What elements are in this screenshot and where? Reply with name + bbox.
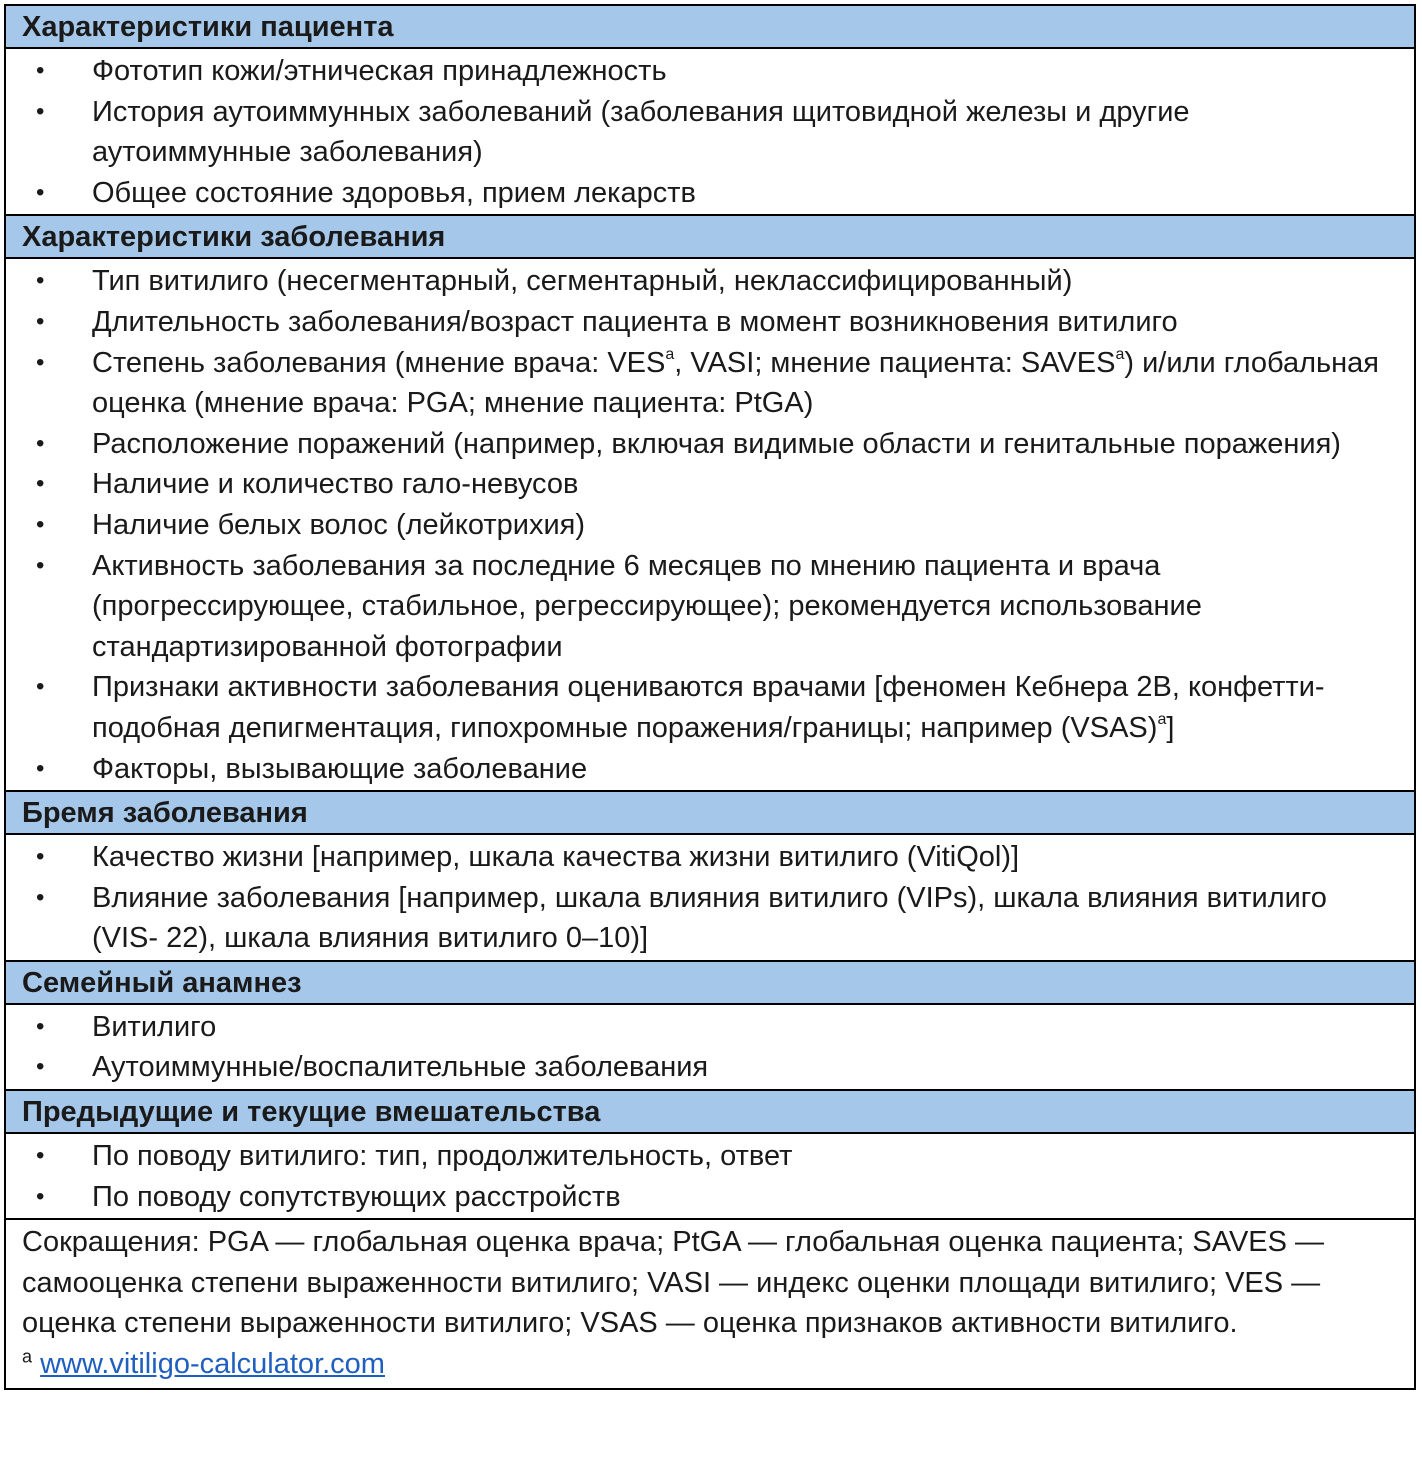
bullet-icon: • — [36, 1182, 45, 1210]
list-item — [6, 302, 1414, 343]
bullet-icon: • — [36, 1053, 45, 1081]
section-body — [6, 49, 1414, 216]
list-item — [6, 505, 1414, 546]
list-item-text: Расположение поражений (например, включая видимые области и генитальные поражения) — [92, 427, 1341, 460]
bullet-icon: • — [36, 307, 45, 335]
list-item-text: Фототип кожи/этническая принадлежность — [92, 55, 667, 87]
list-item-text — [92, 671, 1325, 744]
footnote-source — [22, 1344, 1396, 1385]
list-item-text: Наличие и количество гало-невусов — [92, 468, 579, 501]
bullet-icon: • — [36, 843, 45, 871]
section-header: Характеристики пациента — [6, 6, 1414, 49]
list-item — [6, 343, 1414, 424]
bullet-icon: • — [36, 178, 45, 206]
list-item — [6, 1136, 1414, 1177]
text-fragment: Степень заболевания (мнение врача: VES — [92, 346, 666, 379]
list-item — [6, 1047, 1414, 1088]
bullet-icon: • — [36, 429, 45, 457]
list-item — [6, 464, 1414, 505]
list-item-text: Наличие белых волос (лейкотрихия) — [92, 508, 586, 541]
footnote-superscript: a — [665, 345, 675, 363]
assessment-table — [4, 4, 1416, 1390]
bullet-icon: • — [36, 267, 45, 295]
list-item — [6, 1177, 1414, 1218]
list-item — [6, 173, 1414, 214]
list-item — [6, 92, 1414, 173]
list-item — [6, 261, 1414, 302]
list-item — [6, 1007, 1414, 1048]
list-item — [6, 749, 1414, 790]
text-fragment: , VASI; мнение пациента: SAVES — [674, 346, 1116, 379]
footnote-superscript: a — [1115, 345, 1125, 363]
bullet-icon: • — [36, 673, 45, 701]
section-header: Характеристики заболевания — [6, 216, 1414, 259]
section-header: Бремя заболевания — [6, 792, 1414, 835]
bullet-icon: • — [36, 57, 45, 84]
list-item — [6, 667, 1414, 748]
list-item-text: Аутоиммунные/воспалительные заболевания — [92, 1051, 709, 1084]
list-item — [6, 878, 1414, 959]
list-item-text — [92, 347, 1379, 420]
list-item-text: Тип витилиго (несегментарный, сегментарный, неклассифицированный) — [92, 265, 1073, 298]
section-header: Семейный анамнез — [6, 962, 1414, 1005]
section-body — [6, 835, 1414, 962]
section-header: Предыдущие и текущие вмешательства — [6, 1091, 1414, 1134]
bullet-icon: • — [36, 883, 45, 911]
text-fragment: ] — [1166, 711, 1175, 744]
bullet-icon: • — [36, 97, 45, 125]
list-item-text: Длительность заболевания/возраст пациента в момент возникновения витилиго — [92, 305, 1178, 338]
section-body — [6, 1005, 1414, 1091]
list-item-text: По поводу витилиго: тип, продолжительность, ответ — [92, 1140, 793, 1173]
bullet-icon: • — [36, 1142, 45, 1170]
text-fragment: ) и/или глобальная оценка (мнение врача: PGA; мнение пациента: PtGA) — [92, 346, 1379, 420]
footnote-mark: a — [22, 1346, 33, 1367]
bullet-icon: • — [36, 754, 45, 782]
list-item-text: Влияние заболевания [например, шкала влияния витилиго (VIPs), шкала влияния витилиго (VIS- 22), шкала влияния витилиго 0–10)] — [92, 881, 1327, 955]
list-item — [6, 546, 1414, 668]
text-fragment: Признаки активности заболевания оцениваются врачами [феномен Кебнера 2B, конфетти-подобная депигментация, гипохромные поражения/границы; например (VSAS) — [92, 671, 1325, 744]
sections-container — [6, 6, 1414, 1220]
list-item-text: Витилиго — [92, 1010, 217, 1043]
list-item — [6, 424, 1414, 465]
list-item-text: Общее состояние здоровья, прием лекарств — [92, 176, 696, 209]
section-body — [6, 259, 1414, 792]
bullet-icon: • — [36, 348, 45, 376]
list-item — [6, 51, 1414, 92]
list-item-text: Качество жизни [например, шкала качества жизни витилиго (VitiQol)] — [92, 841, 1020, 874]
section-body — [6, 1134, 1414, 1220]
bullet-icon: • — [36, 470, 45, 498]
footnote-superscript: a — [1157, 711, 1167, 729]
list-item — [6, 837, 1414, 878]
list-item-text: По поводу сопутствующих расстройств — [92, 1180, 621, 1213]
bullet-icon: • — [36, 1012, 45, 1040]
bullet-icon: • — [36, 510, 45, 538]
list-item-text: История аутоиммунных заболеваний (заболевания щитовидной железы и другие аутоиммунные заболевания) — [92, 95, 1190, 169]
calculator-link[interactable]: www.vitiligo-calculator.com — [40, 1347, 385, 1380]
footnote — [6, 1220, 1414, 1388]
bullet-icon: • — [36, 551, 45, 579]
abbreviations-text: Сокращения: PGA — глобальная оценка врача; PtGA — глобальная оценка пациента; SAVES — самооценка степени выраженности витилиго; VASI — индекс оценки площади витилиго; VES — оценка степени выраженности витилиго; VSAS — оценка признаков активности витилиго. — [22, 1226, 1325, 1340]
list-item-text: Активность заболевания за последние 6 месяцев по мнению пациента и врача (прогрессирующее, стабильное, регрессирующее); рекомендуется использование стандартизированной фотографии — [92, 549, 1202, 663]
list-item-text: Факторы, вызывающие заболевание — [92, 752, 588, 785]
